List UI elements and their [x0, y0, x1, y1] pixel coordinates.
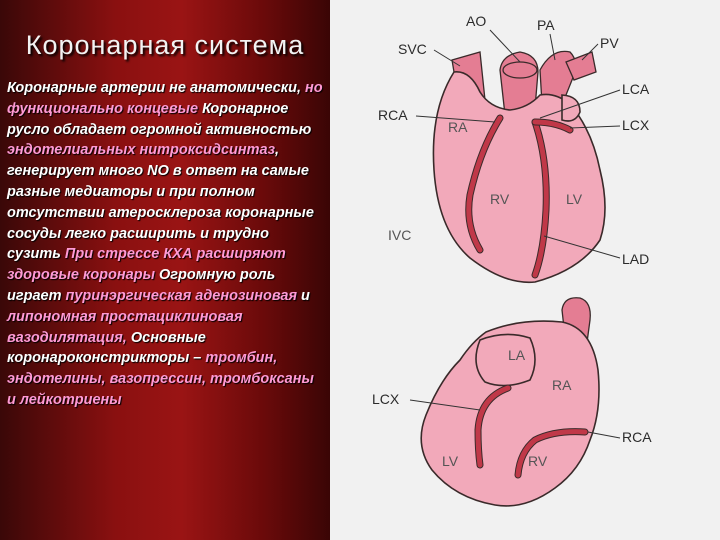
text-segment: Коронарные артерии не анатомически, — [7, 80, 306, 96]
text-segment: Огромную роль играет — [7, 267, 276, 304]
highlight-text-segment: пуринэргическая аденозиновая — [65, 287, 298, 304]
label-rv-bottom: RV — [528, 453, 548, 469]
label-lca: LCA — [622, 81, 650, 97]
label-ivc: IVC — [388, 227, 412, 243]
aorta-opening — [503, 62, 537, 78]
highlight-text-segment: При стрессе КХА расширяют здоровые коронары — [7, 246, 286, 284]
leader-svc — [434, 50, 460, 66]
label-ra-bottom: RA — [552, 377, 572, 393]
label-rca-top: RCA — [378, 107, 408, 123]
label-lcx-top: LCX — [622, 117, 650, 133]
text-segment: Коронарное русло обладает огромной активностью — [7, 100, 312, 138]
label-ra-top: RA — [448, 119, 468, 135]
diagram-panel — [330, 0, 720, 540]
left-auricle — [562, 95, 580, 121]
label-ao: AO — [466, 13, 487, 29]
label-rv-top: RV — [490, 191, 510, 207]
label-pv: PV — [600, 35, 619, 51]
label-lv-top: LV — [566, 191, 583, 207]
label-lcx-bottom: LCX — [372, 391, 400, 407]
slide-paragraph — [7, 78, 325, 411]
label-lad: LAD — [622, 251, 650, 267]
text-segment: и — [297, 287, 310, 304]
highlight-text-segment: липономная простациклиновая вазодилятация, — [7, 308, 243, 346]
label-rca-bottom: RCA — [622, 429, 652, 445]
heart-posterior-view — [372, 298, 652, 506]
leader-rca-bottom — [588, 432, 620, 438]
text-segment: Основные коронароконстрикторы – — [7, 329, 206, 367]
slide-title: Коронарная система — [25, 30, 305, 60]
highlight-text-segment: тромбин, эндотелины, вазопрессин, тромбоксаны и лейкотриены — [7, 350, 314, 408]
label-la: LA — [508, 347, 526, 363]
heart-diagrams — [330, 0, 720, 540]
highlight-text-segment: эндотелиальных нитроксидсинтаз — [7, 142, 275, 159]
label-pa: PA — [537, 17, 555, 33]
text-segment: , генерирует много NO в ответ на самые разные медиаторы и при полном отсутствии атеросклероза коронарные сосуды легко расширить и трудно сузить — [7, 142, 314, 263]
label-lv-bottom: LV — [442, 453, 459, 469]
left-atrium — [476, 334, 535, 385]
leader-ao — [490, 30, 520, 62]
heart-anterior-view — [378, 13, 650, 282]
highlight-text-segment: но функционально концевые — [7, 80, 323, 117]
text-panel — [0, 0, 330, 540]
label-svc: SVC — [398, 41, 427, 57]
